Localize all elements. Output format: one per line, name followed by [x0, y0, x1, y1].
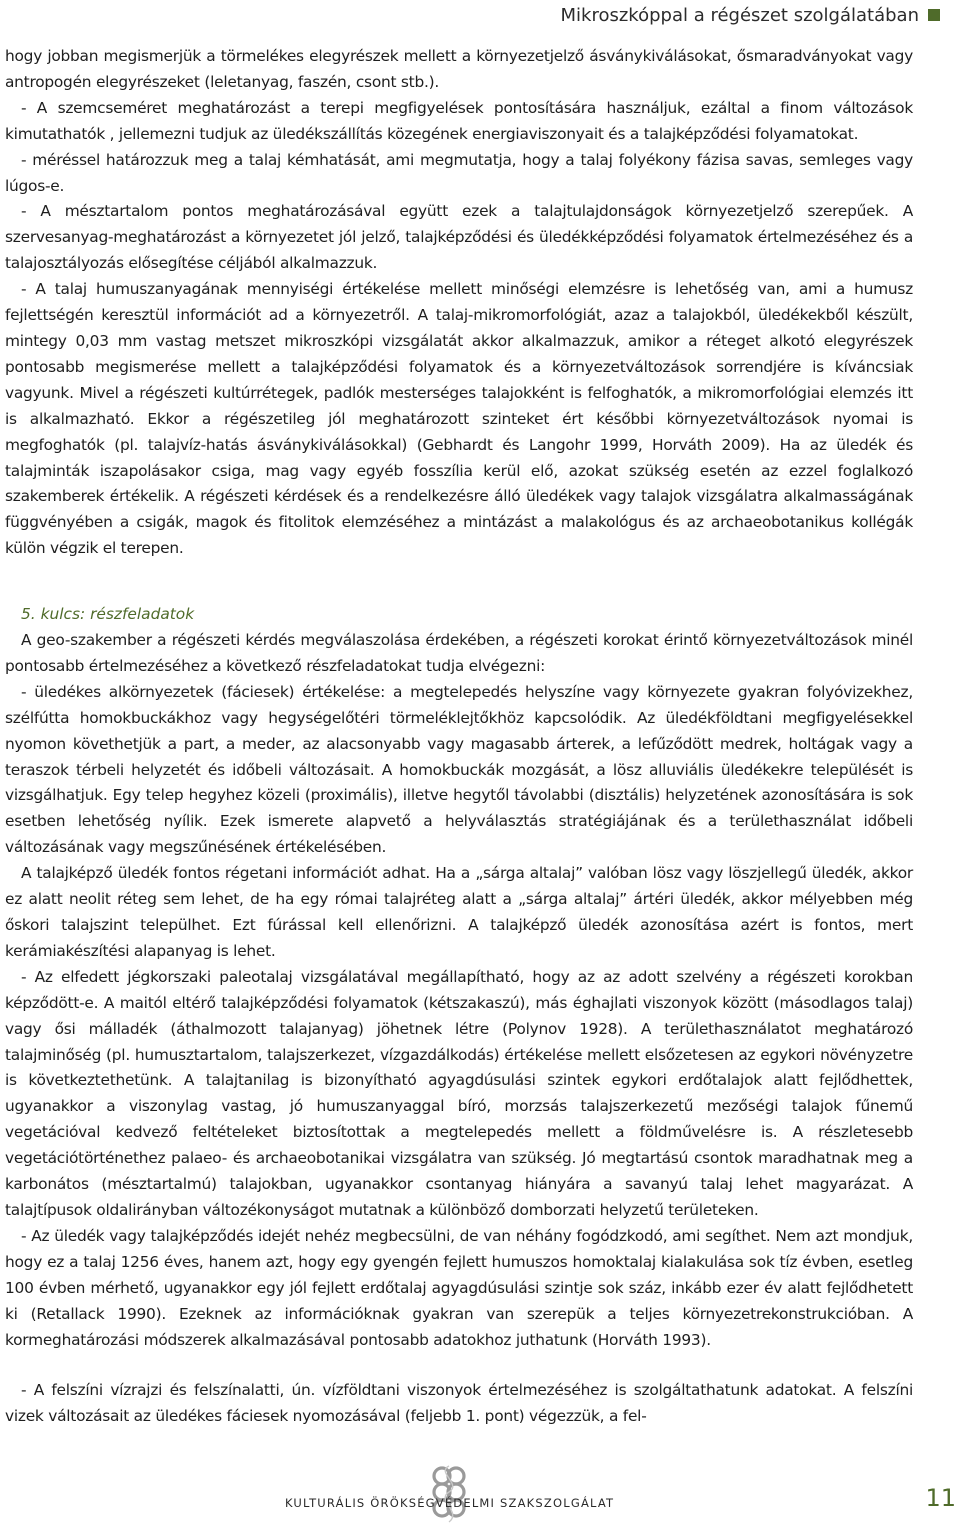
running-header [561, 2, 941, 28]
page-body [5, 44, 913, 1430]
paragraph: - A talaj humuszanyagának mennyiségi értékelése mellett minőségi elemzésre is lehetőség van, ami a humusz fejlettségén keresztül információt ad a környezetről. A talaj-mikromorfológiát, azaz a talajokból, üledékekből készült, mintegy 0,03 mm vastag metszet mikroszkópi vizsgálatát akkor alkalmazzuk, amikor a réteget alkotó elegyrészek pontosabb megismerése mellett a talajképződési folyamatok és a környezetváltozások sorrendjére is kíváncsiak vagyunk. Mivel a régészeti kultúrrétegek, padlók mesterséges talajokként is felfoghatók, a mikromorfológiai elemzés itt is alkalmazható. Ekkor a régészetileg jól meghatározott szinteket ért későbbi környezetváltozások nyomai is megfoghatók (pl. talajvíz-hatás ásványkiválásokkal) (Gebhardt és Langohr 1999, Horváth 2009). Ha az üledék és talajminták iszapolásakor csiga, mag vagy egyéb fosszília kerül elő, azokat szükség esetén az ezzel foglalkozó szakemberek értékelik. A régészeti kérdések és a rendelkezésre álló üledékek vagy talajok vizsgálatra alkalmasságának függvényében a csigák, magok és fitolitok elemzéséhez a mintázást a malakológus és az archaeobotanikus kollégák külön végzik el terepen. [5, 280, 913, 558]
paragraph: A talajképző üledék fontos régetani információt adhat. Ha a „sárga altalaj” valóban lösz vagy löszjellegű üledék, akkor ez alatt neolit réteg sem lehet, de ha egy római talajréteg alatt a „sárga altalaj” ártéri üledék, akkor mélyebben még őskori talajszint települhet. Ezt fúrással kell ellenőrizni. A talajképző üledék azonosítása azért is fontos, mert kerámiakészítési alapanyag is lehet. [5, 864, 913, 960]
paragraph: - A mésztartalom pontos meghatározásával együtt ezek a talajtulajdonságok környezetjelző szerepűek. A szervesanyag-meghatározást a környezetet jól jelző, talajképződési és üledékképződési folyamatok értelmezéséhez és a talajosztályozás elősegítése céljából alkalmazzuk. [5, 202, 913, 273]
paragraph: hogy jobban megismerjük a törmelékes elegyrészek mellett a környezetjelző ásványkiválásokat, ősmaradványokat vagy antropogén elegyrészeket (leletanyag, faszén, csont stb.). [5, 47, 913, 91]
page-number: 11 [925, 1484, 956, 1512]
page-footer [0, 1460, 960, 1529]
section-gap [5, 562, 913, 602]
section-heading: 5. kulcs: részfeladatok [21, 605, 195, 624]
paragraph: - Az elfedett jégkorszaki paleotalaj vizsgálatával megállapítható, hogy az az adott szelvény a régészeti korokban képződött-e. A maitól eltérő talajképződési folyamatok (kétszakaszú), más éghajlati viszonyok között (másodlagos talaj) vagy ősi málladék (áthalmozott talajanyag) jöhetnek létre (Polynov 1928). A területhasználatot meghatározó talajminőség (pl. humusztartalom, talajszerkezet, vízgazdálkodás) értékelése mellett elsőzetesen az egykori növényzetre is következtethetünk. A talajtanilag is bizonyítható agyagdúsulási szintek egykori erdőtalajok alatt fejlődhettek, ugyanakkor a viszonylag vastag, jó humuszanyaggal bíró, morzsás talajszerkezetű mezőségi talajok fűnemű vegetációval kedvező feltételeket biztosítottak a megtelepedés mellett a földművelésre is. A részletesebb vegetációtörténethez palaeo- és archaeobotanikai vizsgálatra van szükség. Jó megtartású csontok maradhatnak meg a karbonátos (mésztartalmú) talajokban, ugyanakkor csontanyag hiányára a savanyú talaj lehet magyarázat. A talajtípusok oldalirányban változékonyságot mutatnak a különböző domborzati helyzetű területeken. [5, 967, 913, 1219]
paragraph: - A felszíni vízrajzi és felszínalatti, ún. vízföldtani viszonyok értelmezéséhez is szolgáltathatunk adatokat. A felszíni vizek változásait az üledékes fáciesek nyomozásával (feljebb 1. pont) végezzük, a fel- [5, 1381, 913, 1426]
paragraph: - üledékes alkörnyezetek (fáciesek) értékelése: a megtelepedés helyszíne vagy környezete gyakran folyóvizekhez, szélfútta homokbuckákhoz vagy hegységelőtéri törmeléklejtőkhöz kapcsolódik. Az üledékföldtani megfigyelésekkel nyomon követhetjük a part, a meder, az alacsonyabb vagy magasabb árterek, a lefűződött medrek, holtágak vagy a teraszok térbeli helyzetét és időbeli változásait. A homokbuckák mozgását, a lösz alluviális üledékekre települését is vizsgálhatjuk. Egy telep hegyhez közeli (proximális), illetve hegytől távolabbi (disztális) helyzetének azonosítására is sok esetben lehetőség nyílik. Ezek ismerete alapvető a helyválasztás stratégiájának és a területhasználat időbeli változásának vagy megszűnésének értékelésében. [5, 682, 913, 857]
paragraph: - méréssel határozzuk meg a talaj kémhatását, ami megmutatja, hogy a talaj folyékony fázisa savas, semleges vagy lúgos-e. [5, 150, 913, 195]
knot-logo-icon [428, 1462, 470, 1528]
footer-organization: KULTURÁLIS ÖRÖKSÉGVÉDELMI SZAKSZOLGÁLAT [285, 1496, 615, 1510]
paragraph: - Az üledék vagy talajképződés idejét nehéz megbecsülni, de van néhány fogódzkodó, ami segíthet. Nem azt mondjuk, hogy ez a talaj 1256 éves, hanem azt, hogy egy gyengén fejlett humuszos homoktalaj kialakulása sok tíz évben, esetleg 100 évben mérhető, ugyanakkor egy jól fejlett erdőtalaj agyagdúsulási szintje sok száz, inkább ezer év alatt fejlődhetett ki (Retallack 1990). Ezeknek az információknak gyakran van szerepük a teljes környezetrekonstrukcióban. A kormeghatározási módszerek alkalmazásával pontosabb adatokhoz juthatunk (Horváth 1993). [5, 1226, 913, 1349]
running-header-title: Mikroszkóppal a régészet szolgálatában [560, 4, 919, 26]
paragraph: A geo-szakember a régészeti kérdés megválaszolása érdekében, a régészeti korokat érintő környezetváltozások minél pontosabb értelmezéséhez a következő részfeladatokat tudja elvégezni: [5, 631, 913, 675]
paragraph: - A szemcseméret meghatározást a terepi megfigyelések pontosítására használjuk, ezáltal a finom változások kimutathatók , jellemezni tudjuk az üledékszállítás közegének energiaviszonyait és a talajképződési folyamatokat. [5, 98, 913, 143]
paragraph-gap [5, 1353, 913, 1378]
header-square-icon [928, 9, 940, 21]
